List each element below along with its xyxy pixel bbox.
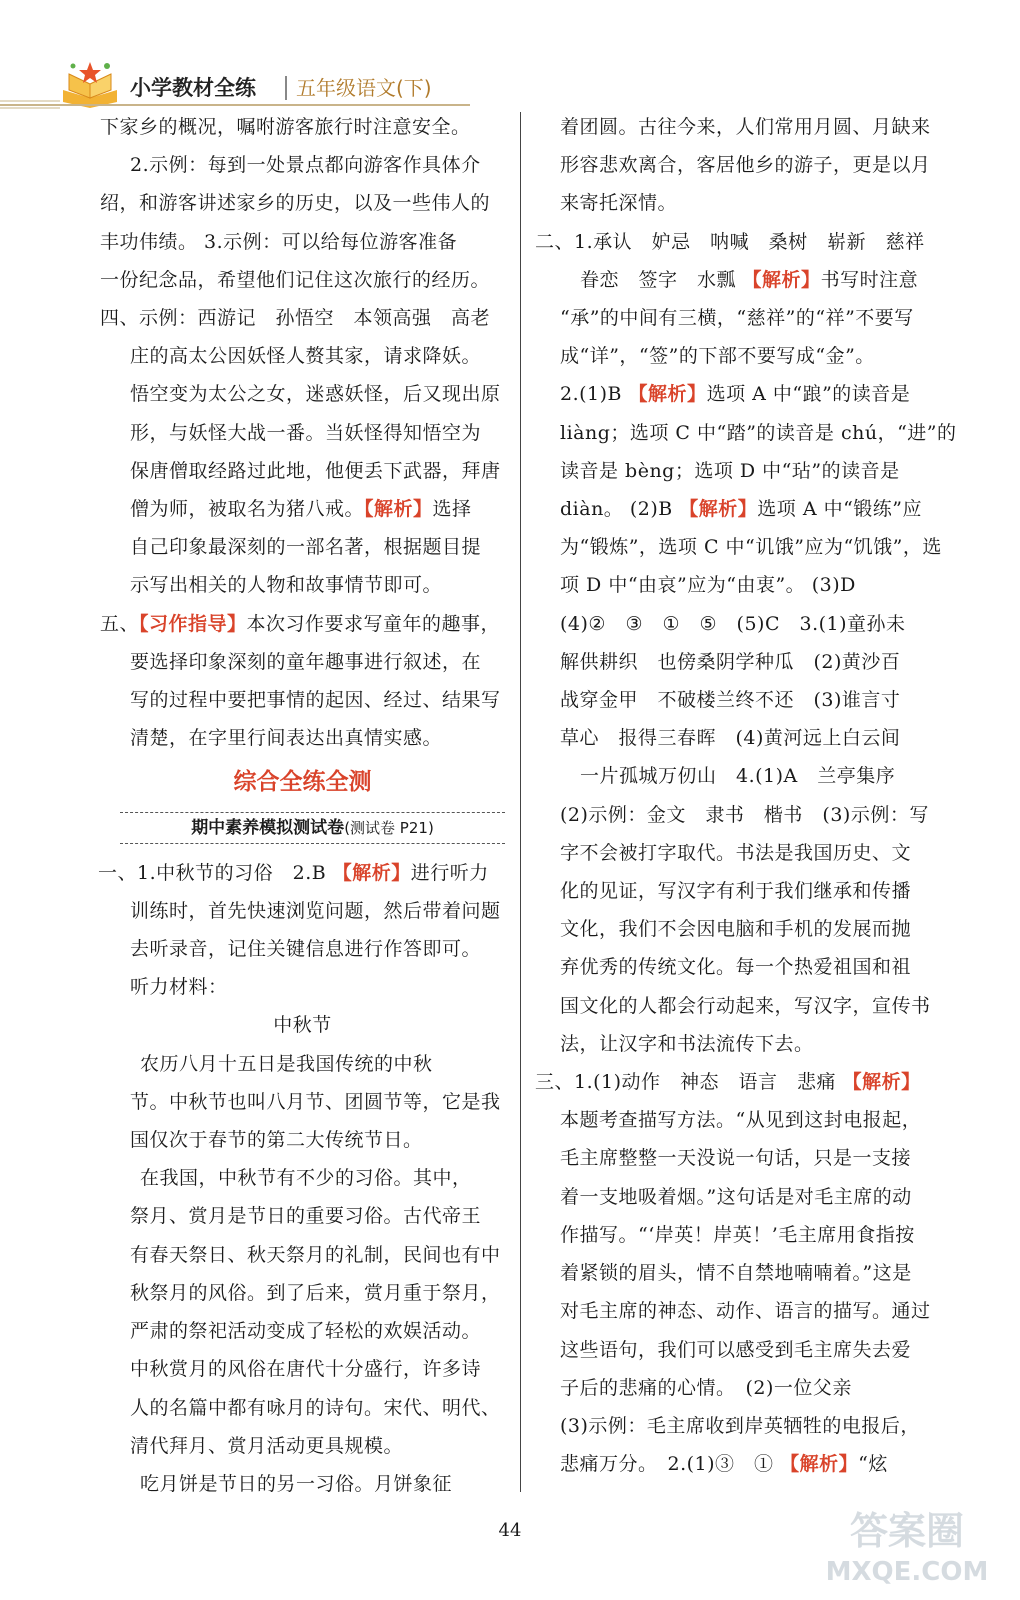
answer-line: 本题考查描写方法。“从见到这封电报起，: [560, 1109, 922, 1132]
answer-line: 国文化的人都会行动起来，写汉字，宣传书: [560, 994, 931, 1017]
header-separator: [285, 76, 287, 100]
answer-line: (2)示例：金文 隶书 楷书 (3)示例：写: [560, 803, 929, 826]
answer-line: 弃优秀的传统文化。每一个热爱祖国和祖: [560, 956, 912, 979]
answer-line: 悟空变为太公之女，迷惑妖怪，后又现出原: [130, 383, 501, 406]
analysis-tag: 【解析】: [364, 498, 433, 521]
answer-line: 庄的高太公因妖怪人赘其家，请求降妖。: [130, 345, 482, 368]
answer-line: 草心 报得三春晖 (4)黄河远上白云间: [560, 727, 901, 750]
material-line: 秋祭月的风俗。到了后来，赏月重于祭月，: [130, 1281, 501, 1304]
answer-line: 作描写。“‘岸英！岸英！’毛主席用食指按: [560, 1223, 915, 1246]
answer-line: 眷恋 签字 水瓢 【解析】书写时注意: [580, 268, 919, 291]
answer-line: diàn。 (2)B 【解析】选项 A 中“锻练”应: [560, 498, 923, 521]
answer-line: 去听录音，记住关键信息进行作答即可。: [130, 938, 482, 961]
answer-line: 自己印象最深刻的一部名著，根据题目提: [130, 536, 482, 559]
answer-line: 四、示例：西游记 孙悟空 本领高强 高老: [100, 307, 491, 330]
answer-line: 训练时，首先快速浏览问题，然后带着问题: [130, 899, 501, 922]
material-line: 农历八月十五日是我国传统的中秋: [140, 1052, 433, 1075]
exam-title: 期中素养模拟测试卷: [191, 817, 345, 838]
answer-line: 着一支地吸着烟。”这句话是对毛主席的动: [560, 1185, 912, 1208]
answer-line: 二、1.承认 妒忌 呐喊 桑树 崭新 慈祥: [535, 230, 925, 253]
answer-line: 子后的悲痛的心情。 (2)一位父亲: [560, 1376, 852, 1399]
analysis-tag: 【解析】: [842, 1071, 921, 1094]
answer-line: 着团圆。古往今来，人们常用月圆、月缺来: [560, 116, 931, 138]
answer-line: 下家乡的概况，嘱咐游客旅行时注意安全。: [100, 116, 471, 138]
analysis-tag: 【解析】: [628, 383, 707, 406]
left-answers: [100, 108, 505, 605]
right-column: [535, 108, 957, 1483]
open-book-logo-icon: [55, 60, 125, 110]
answer-line: 毛主席整整一天没说一句话，只是一支接: [560, 1147, 912, 1170]
answer-line: 成“详”，“签”的下部不要写成“金”。: [560, 345, 875, 368]
left-column: [100, 108, 505, 1503]
answer-line: 解供耕织 也傍桑阴学种瓜 (2)黄沙百: [560, 650, 901, 673]
brand-title: 小学教材全练: [130, 76, 256, 100]
answer-line: 写的过程中要把事情的起因、经过、结果写: [130, 689, 501, 712]
answer-line: 听力材料：: [130, 976, 228, 999]
answer-line: 对毛主席的神态、动作、语言的描写。通过: [560, 1300, 931, 1323]
page-number: 44: [498, 1520, 522, 1541]
material-line: 清代拜月、赏月活动更具规模。: [130, 1434, 404, 1457]
analysis-tag: 【解析】: [679, 498, 758, 521]
answer-line: 要选择印象深刻的童年趣事进行叙述，在: [130, 650, 482, 673]
material-line: 人的名篇中都有咏月的诗句。宋代、明代、: [130, 1396, 501, 1419]
analysis-tag: 【解析】: [332, 861, 411, 884]
material-line: 吃月饼是节日的另一习俗。月饼象征: [140, 1472, 453, 1495]
watermark-text: 答案圈: [849, 1509, 965, 1553]
writing-guide-tag: 【习作指导】: [139, 612, 247, 635]
material-line: 节。中秋节也叫八月节、团圆节等，它是我: [130, 1090, 501, 1113]
column-divider: [520, 112, 521, 1492]
material-title: 中秋节: [273, 1014, 332, 1037]
material-line: 在我国，中秋节有不少的习俗。其中，: [140, 1167, 472, 1190]
question-one: 一、1.中秋节的习俗 2.B 【解析】进行听力: [98, 861, 489, 884]
answer-line: 战穿金甲 不破楼兰终不还 (3)谁言寸: [560, 689, 901, 712]
answer-line: 一份纪念品，希望他们记住这次旅行的经历。: [100, 268, 491, 291]
answer-line: 丰功伟绩。 3.示例：可以给每位游客准备: [100, 230, 458, 253]
answer-line: 2.示例：每到一处景点都向游客作具体介: [130, 154, 481, 177]
answer-line: 形，与妖怪大战一番。当妖怪得知悟空为: [130, 421, 482, 444]
answer-line: (4)② ③ ① ⑤ (5)C 3.(1)童孙未: [560, 612, 906, 635]
answer-line: 三、1.(1)动作 神态 语言 悲痛 【解析】: [535, 1071, 921, 1094]
material-line: 中秋赏月的风俗在唐代十分盛行，许多诗: [130, 1358, 482, 1381]
answer-line: 绍，和游客讲述家乡的历史，以及一些伟人的: [100, 192, 491, 215]
exam-title-box: [120, 812, 505, 844]
answer-line: 文化，我们不会因电脑和手机的发展而抛: [560, 918, 912, 941]
material-line: 祭月、赏月是节日的重要习俗。古代帝王: [130, 1205, 482, 1228]
answer-line: 法，让汉字和书法流传下去。: [560, 1032, 814, 1055]
section-five-heading: 五、【习作指导】本次习作要求写童年的趣事，: [100, 612, 501, 635]
answer-line: liàng；选项 C 中“踏”的读音是 chú，“进”的: [560, 421, 957, 444]
right-answers: [535, 108, 957, 1483]
answer-line: 清楚，在字里行间表达出真情实感。: [130, 727, 443, 750]
answer-line: 僧为师，被取名为猪八戒。【解析】选择: [130, 498, 472, 521]
answer-line: 项 D 中“由哀”应为“由衷”。 (3)D: [560, 574, 856, 597]
material-line: 国仅次于春节的第二大传统节日。: [130, 1129, 423, 1152]
answer-line: 字不会被打字取代。书法是我国历史、文: [560, 841, 912, 864]
answer-line: 保唐僧取经路过此地，他便丢下武器，拜唐: [130, 459, 501, 482]
answer-line: 悲痛万分。 2.(1)③ ① 【解析】“炫: [560, 1453, 888, 1476]
analysis-tag: 【解析】: [742, 268, 821, 291]
header-rule: [0, 104, 470, 106]
material-line: 有春天祭日、秋天祭月的礼制，民间也有中: [130, 1243, 501, 1266]
answer-line: 示写出相关的人物和故事情节即可。: [130, 574, 443, 597]
answer-line: 2.(1)B 【解析】选项 A 中“踉”的读音是: [560, 383, 911, 406]
answer-line: 这些语句，我们可以感受到毛主席失去爱: [560, 1338, 912, 1361]
answer-line: 化的见证，写汉字有利于我们继承和传播: [560, 880, 912, 903]
answer-line: (3)示例：毛主席收到岸英牺牲的电报后，: [560, 1414, 920, 1437]
subject-title: 五年级语文(下): [296, 76, 432, 100]
watermark-logo: [812, 1500, 1002, 1590]
answer-line: 一片孤城万仞山 4.(1)A 兰亭集序: [580, 765, 896, 788]
section-title: 综合全练全测: [233, 769, 372, 796]
watermark-url: MXQE.COM: [825, 1557, 989, 1587]
answer-line: 来寄托深情。: [560, 192, 678, 215]
material-line: 严肃的祭祀活动变成了轻松的欢娱活动。: [130, 1320, 482, 1343]
listening-material: [100, 1045, 505, 1503]
section-five-body: [100, 643, 505, 758]
answer-line: 着紧锁的眉头，情不自禁地喃喃着。”这是: [560, 1262, 912, 1285]
answer-line: 读音是 bèng；选项 D 中“玷”的读音是: [560, 459, 900, 482]
exam-reference: (测试卷 P21): [344, 818, 434, 837]
answer-line: 为“锻炼”，选项 C 中“讥饿”应为“饥饿”，选: [560, 536, 942, 559]
answer-line: 形容悲欢离合，客居他乡的游子，更是以月: [560, 154, 931, 177]
question-one-body: [100, 892, 505, 1007]
analysis-tag: 【解析】: [780, 1453, 859, 1476]
answer-line: “承”的中间有三横，“慈祥”的“祥”不要写: [560, 307, 914, 330]
